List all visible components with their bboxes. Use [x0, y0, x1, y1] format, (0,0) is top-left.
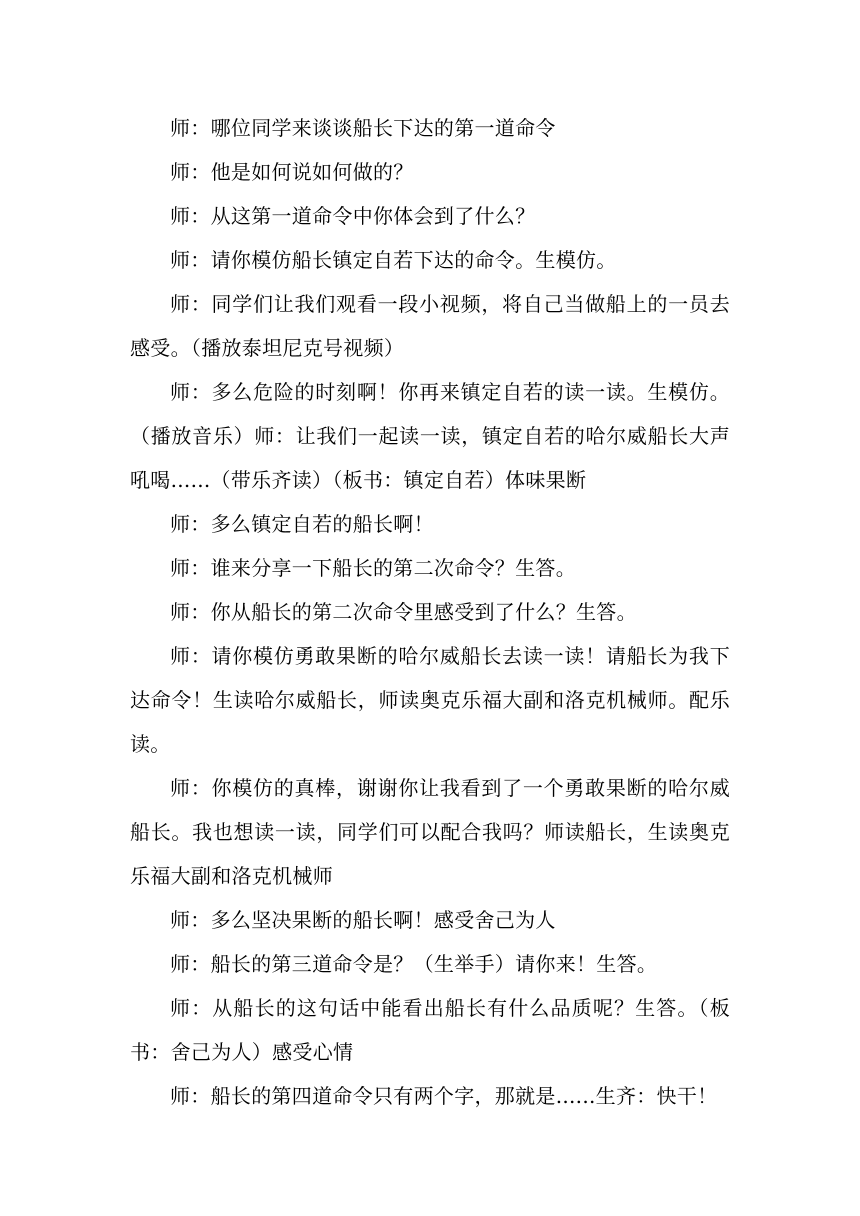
paragraph: 师：从船长的这句话中能看出船长有什么品质呢？生答。（板书：舍己为人）感受心情	[130, 996, 730, 1064]
paragraph: 师：多么危险的时刻啊！你再来镇定自若的读一读。生模仿。（播放音乐）师：让我们一起读一读，镇定自若的哈尔威船长大声吼喝......（带乐齐读）（板书：镇定自若）体味果断	[130, 380, 730, 492]
paragraph: 师：船长的第四道命令只有两个字，那就是......生齐：快干！	[170, 1084, 718, 1108]
paragraph: 师：从这第一道命令中你体会到了什么？	[170, 204, 536, 228]
paragraph: 师：多么坚决果断的船长啊！感受舍己为人	[170, 908, 556, 932]
paragraph: 师：他是如何说如何做的？	[170, 160, 414, 184]
document-body	[130, 106, 730, 1118]
paragraph: 师：你模仿的真棒，谢谢你让我看到了一个勇敢果断的哈尔威船长。我也想读一读，同学们可以配合我吗？师读船长，生读奥克乐福大副和洛克机械师	[130, 776, 730, 888]
paragraph: 师：船长的第三道命令是？（生举手）请你来！生答。	[170, 952, 658, 976]
paragraph: 师：同学们让我们观看一段小视频，将自己当做船上的一员去感受。（播放泰坦尼克号视频）	[130, 292, 730, 360]
paragraph: 师：多么镇定自若的船长啊！	[170, 512, 434, 536]
paragraph: 师：请你模仿船长镇定自若下达的命令。生模仿。	[170, 248, 617, 272]
paragraph: 师：哪位同学来谈谈船长下达的第一道命令	[170, 116, 556, 140]
paragraph: 师：请你模仿勇敢果断的哈尔威船长去读一读！请船长为我下达命令！生读哈尔威船长，师读奥克乐福大副和洛克机械师。配乐读。	[130, 644, 730, 756]
paragraph: 师：谁来分享一下船长的第二次命令？生答。	[170, 556, 576, 580]
paragraph: 师：你从船长的第二次命令里感受到了什么？生答。	[170, 600, 637, 624]
